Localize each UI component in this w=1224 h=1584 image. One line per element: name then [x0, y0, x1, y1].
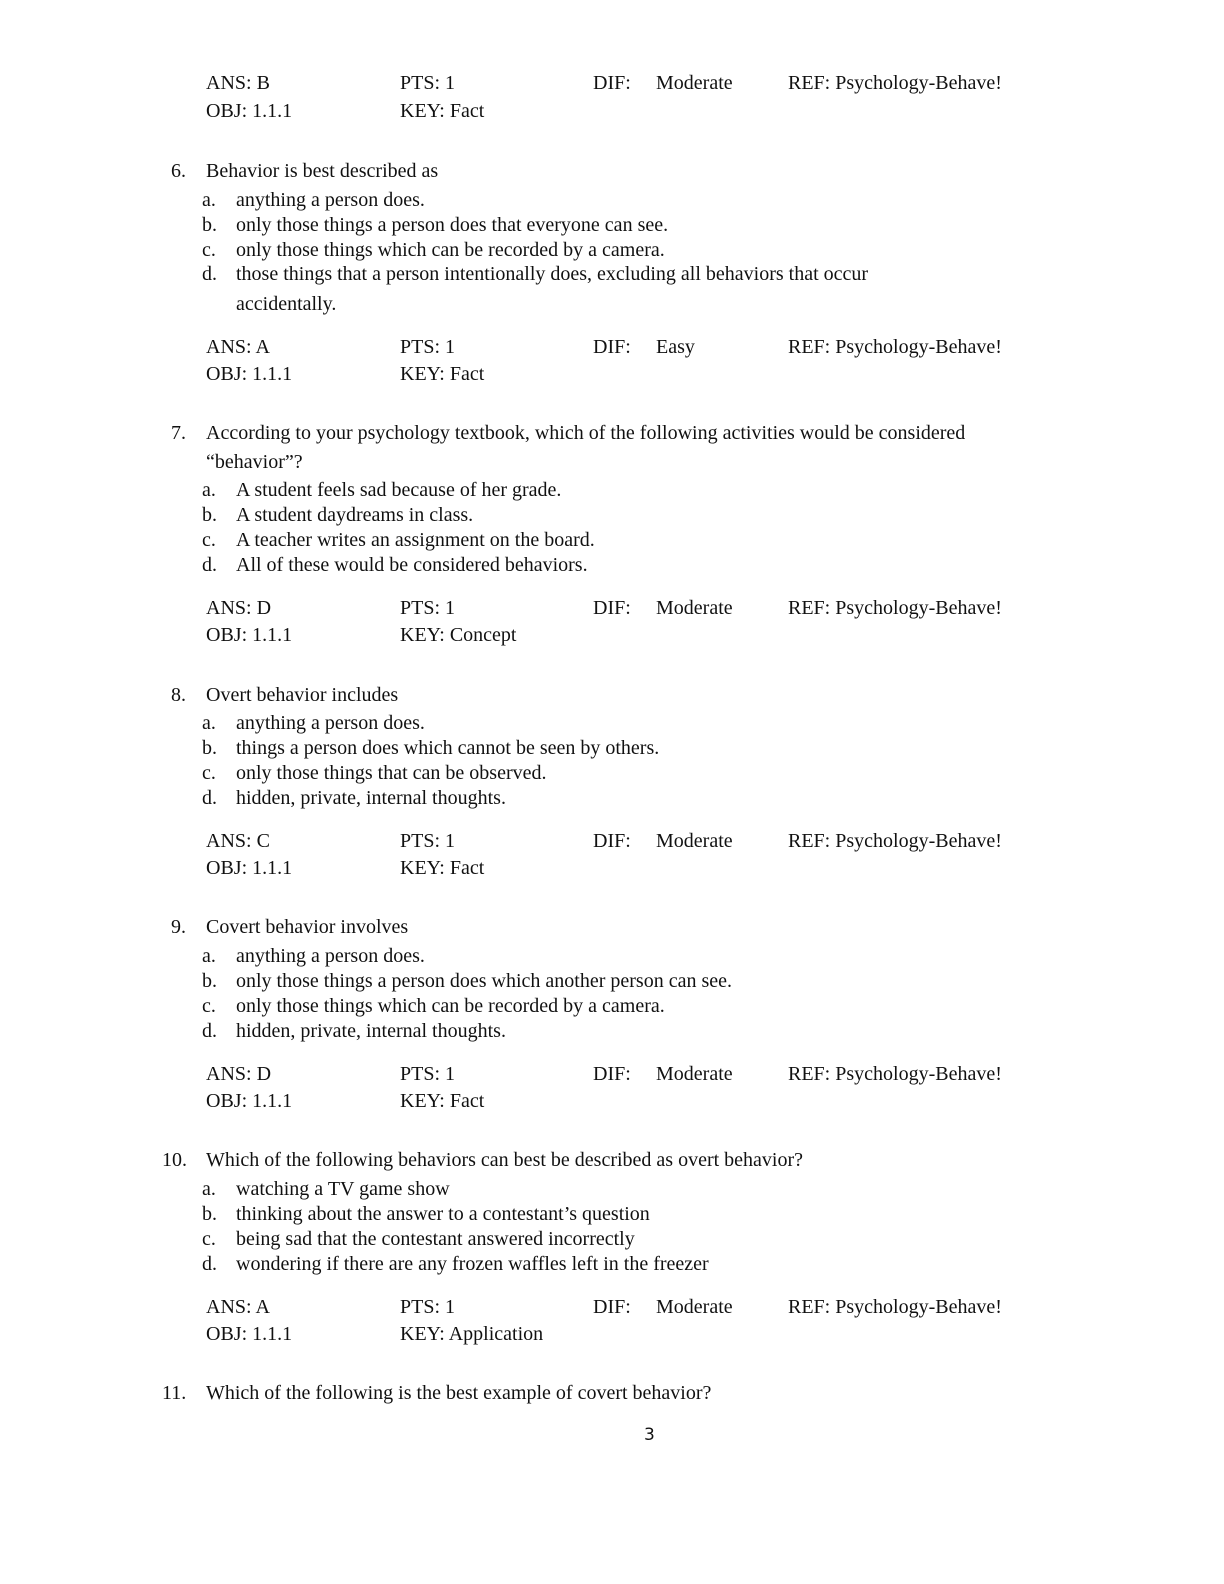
pts-field: PTS: 1 — [400, 597, 456, 619]
option-letter: c. — [202, 529, 216, 551]
question-number: 11. — [162, 1382, 187, 1404]
option-text: A student feels sad because of her grade. — [236, 479, 562, 501]
question-stem: Which of the following behaviors can best be described as overt behavior? — [206, 1149, 804, 1171]
option-text: thinking about the answer to a contestant’s question — [236, 1203, 650, 1225]
pts-field: PTS: 1 — [400, 1063, 456, 1085]
pts-field: PTS: 1 — [400, 1296, 456, 1318]
option-text: A teacher writes an assignment on the board. — [236, 529, 595, 551]
option-text: things a person does which cannot be seen by others. — [236, 737, 660, 759]
option-text: being sad that the contestant answered incorrectly — [236, 1228, 635, 1250]
option-letter: a. — [202, 712, 216, 734]
option-letter: b. — [202, 214, 217, 236]
ref-field: REF: Psychology-Behave! — [788, 336, 1002, 358]
obj-field: OBJ: 1.1.1 — [206, 363, 293, 385]
ref-field: REF: Psychology-Behave! — [788, 830, 1002, 852]
option-text: those things that a person intentionally does, excluding all behaviors that occur — [236, 263, 869, 285]
question-stem: Which of the following is the best example of covert behavior? — [206, 1382, 712, 1404]
key-field: KEY: Fact — [400, 857, 485, 879]
option-text: anything a person does. — [236, 189, 425, 211]
option-text: watching a TV game show — [236, 1178, 450, 1200]
dif-value: Moderate — [656, 597, 733, 619]
ans-field: ANS: A — [206, 1296, 270, 1318]
option-letter: c. — [202, 995, 216, 1017]
option-text: accidentally. — [236, 293, 337, 315]
question-number: 8. — [171, 684, 186, 706]
key-field: KEY: Fact — [400, 100, 485, 122]
option-letter: d. — [202, 1253, 217, 1275]
ans-field: ANS: D — [206, 1063, 272, 1085]
option-letter: c. — [202, 1228, 216, 1250]
ref-field: REF: Psychology-Behave! — [788, 597, 1002, 619]
obj-field: OBJ: 1.1.1 — [206, 857, 293, 879]
pts-field: PTS: 1 — [400, 72, 456, 94]
page-number: 3 — [644, 1425, 655, 1445]
option-letter: d. — [202, 554, 217, 576]
ans-field: ANS: B — [206, 72, 270, 94]
pts-field: PTS: 1 — [400, 830, 456, 852]
option-letter: a. — [202, 479, 216, 501]
dif-label: DIF: — [593, 1063, 631, 1085]
question-number: 10. — [162, 1149, 187, 1171]
option-text: anything a person does. — [236, 945, 425, 967]
key-field: KEY: Fact — [400, 363, 485, 385]
dif-label: DIF: — [593, 597, 631, 619]
option-text: only those things a person does which another person can see. — [236, 970, 732, 992]
option-letter: a. — [202, 189, 216, 211]
obj-field: OBJ: 1.1.1 — [206, 624, 293, 646]
option-text: wondering if there are any frozen waffles left in the freezer — [236, 1253, 709, 1275]
pts-field: PTS: 1 — [400, 336, 456, 358]
ref-field: REF: Psychology-Behave! — [788, 1296, 1002, 1318]
option-text: All of these would be considered behaviors. — [236, 554, 588, 576]
ref-field: REF: Psychology-Behave! — [788, 1063, 1002, 1085]
option-text: A student daydreams in class. — [236, 504, 474, 526]
dif-label: DIF: — [593, 1296, 631, 1318]
option-text: only those things that can be observed. — [236, 762, 547, 784]
dif-value: Moderate — [656, 1296, 733, 1318]
question-stem: Overt behavior includes — [206, 684, 399, 706]
option-text: anything a person does. — [236, 712, 425, 734]
option-text: hidden, private, internal thoughts. — [236, 787, 506, 809]
key-field: KEY: Application — [400, 1323, 544, 1345]
option-letter: b. — [202, 737, 217, 759]
question-number: 9. — [171, 916, 186, 938]
question-stem: “behavior”? — [206, 451, 303, 473]
option-letter: c. — [202, 239, 216, 261]
option-letter: c. — [202, 762, 216, 784]
option-letter: b. — [202, 1203, 217, 1225]
dif-value: Moderate — [656, 1063, 733, 1085]
option-letter: b. — [202, 970, 217, 992]
option-letter: d. — [202, 1020, 217, 1042]
option-letter: b. — [202, 504, 217, 526]
option-letter: a. — [202, 945, 216, 967]
obj-field: OBJ: 1.1.1 — [206, 1090, 293, 1112]
option-text: only those things which can be recorded by a camera. — [236, 995, 665, 1017]
ans-field: ANS: C — [206, 830, 270, 852]
dif-value: Easy — [656, 336, 695, 358]
ref-field: REF: Psychology-Behave! — [788, 72, 1002, 94]
option-text: only those things which can be recorded by a camera. — [236, 239, 665, 261]
ans-field: ANS: D — [206, 597, 272, 619]
option-text: only those things a person does that everyone can see. — [236, 214, 669, 236]
question-stem: According to your psychology textbook, which of the following activities would be considered — [206, 422, 966, 444]
option-letter: a. — [202, 1178, 216, 1200]
ans-field: ANS: A — [206, 336, 270, 358]
dif-label: DIF: — [593, 336, 631, 358]
question-stem: Covert behavior involves — [206, 916, 409, 938]
key-field: KEY: Concept — [400, 624, 517, 646]
dif-label: DIF: — [593, 830, 631, 852]
option-letter: d. — [202, 263, 217, 285]
dif-label: DIF: — [593, 72, 631, 94]
dif-value: Moderate — [656, 830, 733, 852]
key-field: KEY: Fact — [400, 1090, 485, 1112]
obj-field: OBJ: 1.1.1 — [206, 100, 293, 122]
question-stem: Behavior is best described as — [206, 160, 439, 182]
dif-value: Moderate — [656, 72, 733, 94]
question-number: 6. — [171, 160, 186, 182]
question-number: 7. — [171, 422, 186, 444]
option-text: hidden, private, internal thoughts. — [236, 1020, 506, 1042]
obj-field: OBJ: 1.1.1 — [206, 1323, 293, 1345]
option-letter: d. — [202, 787, 217, 809]
